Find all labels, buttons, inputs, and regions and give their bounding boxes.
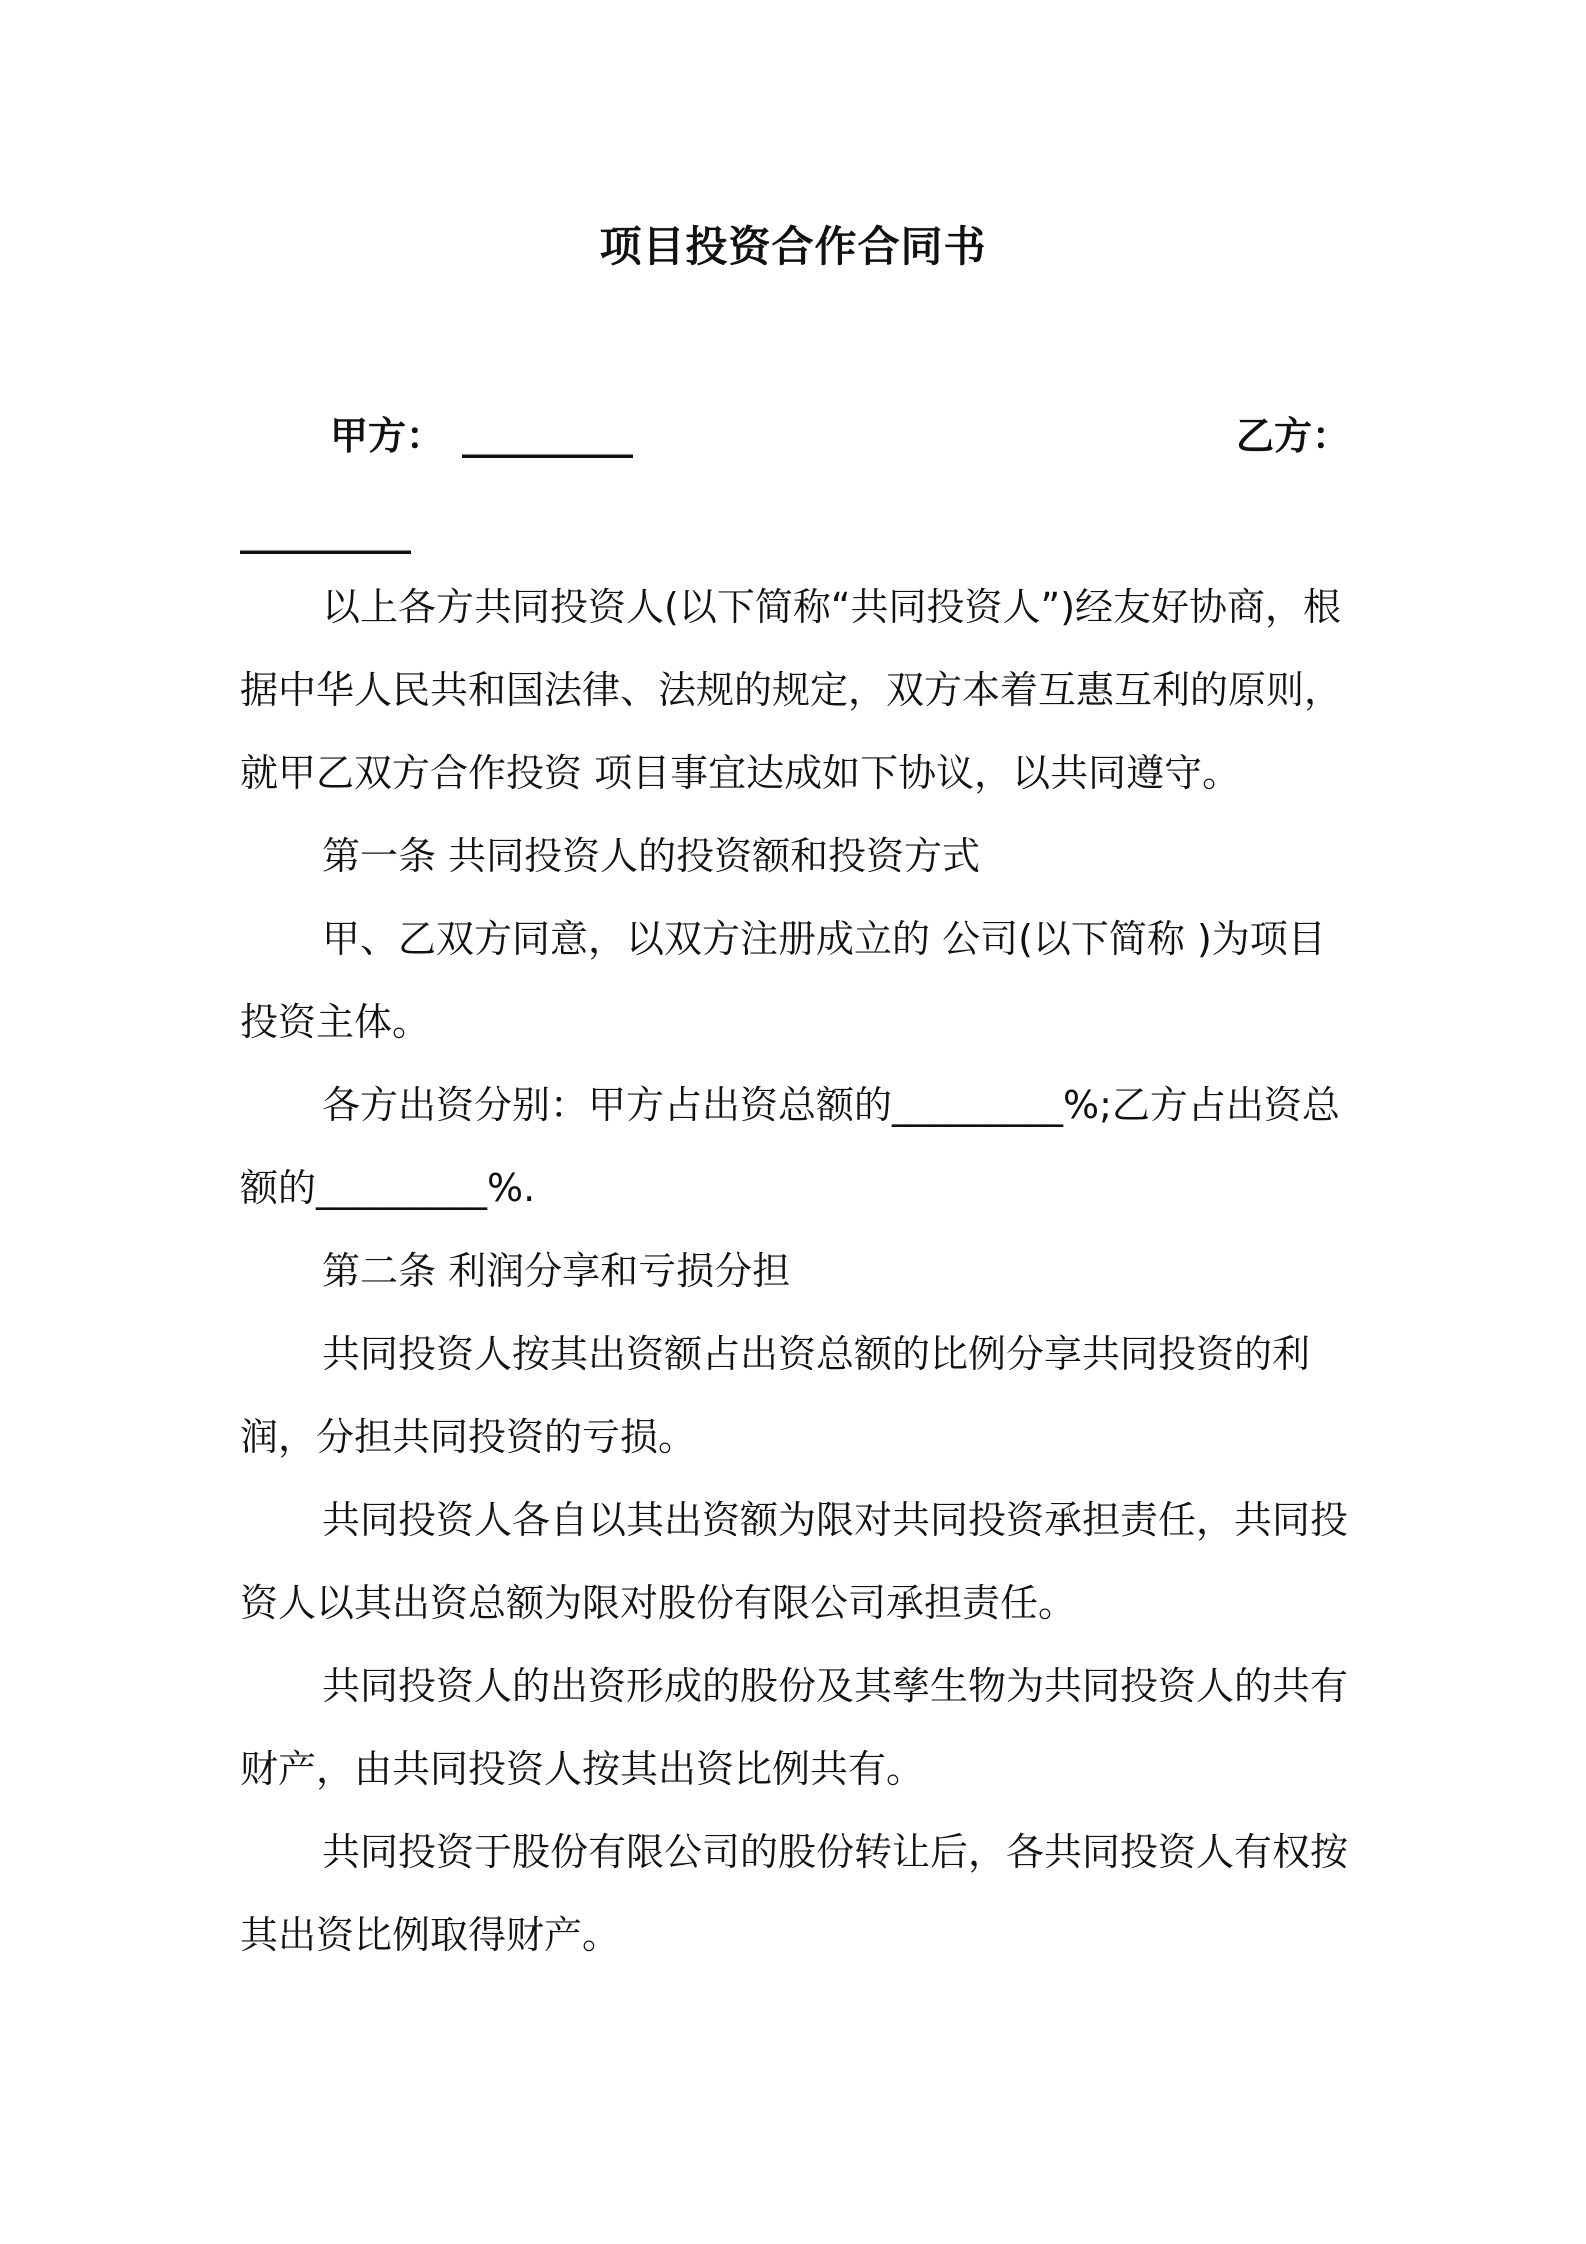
- article-1-heading: 第一条 共同投资人的投资额和投资方式: [322, 834, 981, 878]
- article-2-paragraph-3: 共同投资人的出资形成的股份及其孳生物为共同投资人的共有财产，由共同投资人按其出资比例共有。: [240, 1664, 1349, 1791]
- article-2-paragraph-1: 共同投资人按其出资额占出资总额的比例分享共同投资的利润，分担共同投资的亏损。: [240, 1332, 1311, 1459]
- party-b-label: 乙方：: [1235, 414, 1350, 458]
- party-a-label: 甲方：: [330, 414, 445, 458]
- party-b-blank: _________: [240, 510, 411, 554]
- party-b: [1236, 405, 1350, 460]
- article-2-paragraph-4: 共同投资于股份有限公司的股份转让后，各共同投资人有权按其出资比例取得财产。: [240, 1830, 1349, 1957]
- intro-paragraph: 以上各方共同投资人(以下简称“共同投资人”)经友好协商，根据中华人民共和国法律、法规的规定，双方本着互惠互利的原则，就甲乙双方合作投资 项目事宜达成如下协议，以共同遵守。: [240, 585, 1343, 795]
- parties-line: [330, 405, 1350, 465]
- article-2-heading: 第二条 利润分享和亏损分担: [322, 1249, 791, 1293]
- contract-body: [240, 566, 1360, 1977]
- party-a-blank: _________: [462, 414, 634, 458]
- article-2-paragraph-2: 共同投资人各自以其出资额为限对共同投资承担责任，共同投资人以其出资总额为限对股份有限公司承担责任。: [240, 1498, 1349, 1625]
- article-1-paragraph-2: 各方出资分别：甲方占出资总额的_________%;乙方占出资总额的_________%.: [240, 1083, 1340, 1210]
- document-title: 项目投资合作合同书: [599, 222, 987, 271]
- party-a: [330, 405, 633, 460]
- article-1-paragraph-1: 甲、乙双方同意，以双方注册成立的 公司(以下简称 )为项目投资主体。: [240, 917, 1326, 1044]
